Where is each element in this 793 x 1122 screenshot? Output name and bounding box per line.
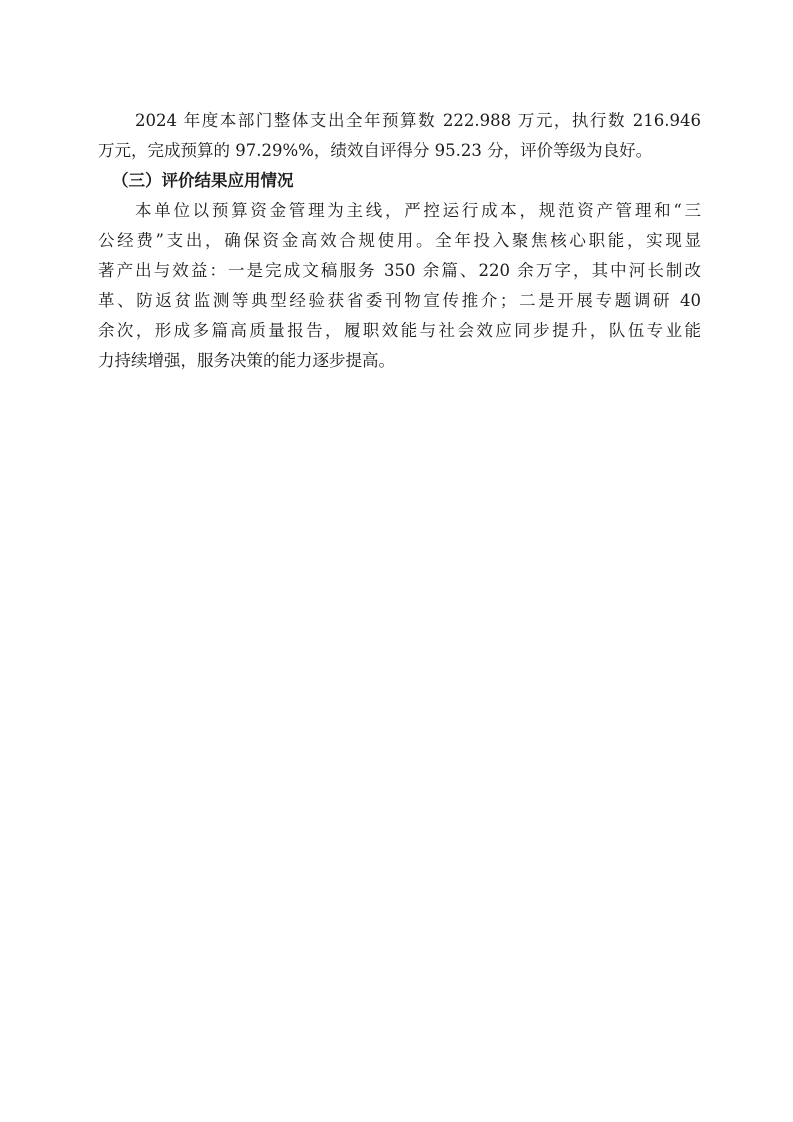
text-line: 革、防返贫监测等典型经验获省委刊物宣传推介；二是开展专题调研 40 — [98, 291, 701, 310]
text-line: 本单位以预算资金管理为主线，严控运行成本，规范资产管理和“三 — [135, 201, 701, 220]
text-line: 2024 年度本部门整体支出全年预算数 222.988 万元，执行数 216.946 — [135, 111, 701, 130]
text-line: 余次，形成多篇高质量报告，履职效能与社会效应同步提升，队伍专业能 — [98, 321, 701, 340]
section-heading: （三）评价结果应用情况 — [112, 171, 294, 190]
paragraph-result-application — [98, 196, 701, 376]
text-line: 力持续增强，服务决策的能力逐步提高。 — [98, 351, 395, 370]
text-line: 万元，完成预算的 97.29%%，绩效自评得分 95.23 分，评价等级为良好。 — [98, 141, 653, 160]
text-line: 著产出与效益：一是完成文稿服务 350 余篇、220 余万字，其中河长制改 — [98, 261, 701, 280]
paragraph-budget-summary — [98, 106, 701, 166]
document-body — [98, 106, 701, 376]
text-line: 公经费”支出，确保资金高效合规使用。全年投入聚焦核心职能，实现显 — [98, 231, 701, 250]
